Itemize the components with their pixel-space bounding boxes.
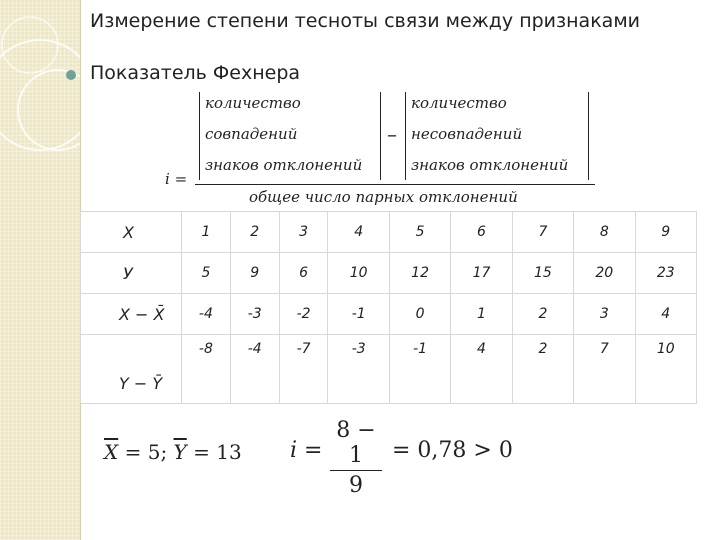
- table-cell: 2: [230, 212, 279, 253]
- mean-x-symbol: $\overline{X}$: [104, 440, 119, 464]
- row-label-y: У: [81, 253, 182, 294]
- table-cell: 3: [279, 212, 328, 253]
- table-cell: 4: [635, 294, 696, 335]
- table-cell: 12: [389, 253, 450, 294]
- fraction-bar: [195, 184, 595, 185]
- table-cell: -3: [230, 294, 279, 335]
- table-cell: 3: [574, 294, 635, 335]
- table-cell: 2: [512, 335, 573, 404]
- table-cell: 9: [230, 253, 279, 294]
- left-term-line-1: количество: [205, 94, 301, 112]
- table-row-y-deviation: [81, 335, 697, 404]
- table-cell: 20: [574, 253, 635, 294]
- bullet-icon: [66, 70, 76, 80]
- row-label-x-deviation: X − X̄: [81, 294, 182, 335]
- right-term-line-1: количество: [411, 94, 507, 112]
- result-denominator: 9: [349, 473, 363, 498]
- table-cell: 5: [182, 253, 231, 294]
- table-cell: 8: [574, 212, 635, 253]
- mean-y-symbol: $\overline{Y}$: [173, 440, 187, 464]
- right-term-line-3: знаков отклонений: [411, 156, 569, 174]
- table-cell: 7: [512, 212, 573, 253]
- slide-title: Измерение степени тесноты связи между признаками: [90, 10, 640, 32]
- table-row-x: [81, 212, 697, 253]
- table-cell: 9: [635, 212, 696, 253]
- table-cell: 10: [635, 335, 696, 404]
- decorative-circles: [0, 0, 80, 540]
- slide-subtitle: Показатель Фехнера: [90, 62, 301, 84]
- result-fraction-bar: [330, 470, 382, 471]
- result-numerator: 8 − 1: [336, 418, 376, 468]
- mean-y-value: = 13: [186, 440, 242, 464]
- table-cell: 4: [451, 335, 512, 404]
- row-label-y-deviation: Y − Ȳ: [81, 335, 182, 404]
- left-term-line-3: знаков отклонений: [205, 156, 363, 174]
- formula-minus: –: [387, 122, 397, 146]
- row-label-x: X: [81, 212, 182, 253]
- fechner-formula: [165, 90, 605, 210]
- table-cell: 17: [451, 253, 512, 294]
- table-cell: -2: [279, 294, 328, 335]
- table-cell: 0: [389, 294, 450, 335]
- result-lhs: i =: [290, 438, 323, 463]
- result-fraction: [326, 418, 386, 498]
- left-term-line-2: совпадений: [205, 125, 298, 143]
- formula-denominator: общее число парных отклонений: [249, 188, 518, 206]
- table-cell: 10: [328, 253, 389, 294]
- table-cell: 1: [182, 212, 231, 253]
- table-cell: 6: [279, 253, 328, 294]
- table-cell: -7: [279, 335, 328, 404]
- table-cell: -1: [328, 294, 389, 335]
- table-cell: -1: [389, 335, 450, 404]
- mean-x-value: = 5;: [118, 440, 168, 464]
- table-cell: 15: [512, 253, 573, 294]
- table-cell: 23: [635, 253, 696, 294]
- table-cell: -4: [230, 335, 279, 404]
- table-cell: -3: [328, 335, 389, 404]
- result-rhs: = 0,78 > 0: [392, 438, 513, 463]
- table-cell: -8: [182, 335, 231, 404]
- formula-lhs: i =: [165, 170, 188, 188]
- decorative-side-band: [0, 0, 80, 540]
- right-term-line-2: несовпадений: [411, 125, 523, 143]
- table-cell: 5: [389, 212, 450, 253]
- means-formula: [104, 440, 242, 464]
- table-cell: -4: [182, 294, 231, 335]
- table-cell: 6: [451, 212, 512, 253]
- deviation-table: [80, 211, 697, 404]
- table-cell: 7: [574, 335, 635, 404]
- table-row-y: [81, 253, 697, 294]
- table-row-x-deviation: [81, 294, 697, 335]
- table-cell: 2: [512, 294, 573, 335]
- table-cell: 1: [451, 294, 512, 335]
- table-cell: 4: [328, 212, 389, 253]
